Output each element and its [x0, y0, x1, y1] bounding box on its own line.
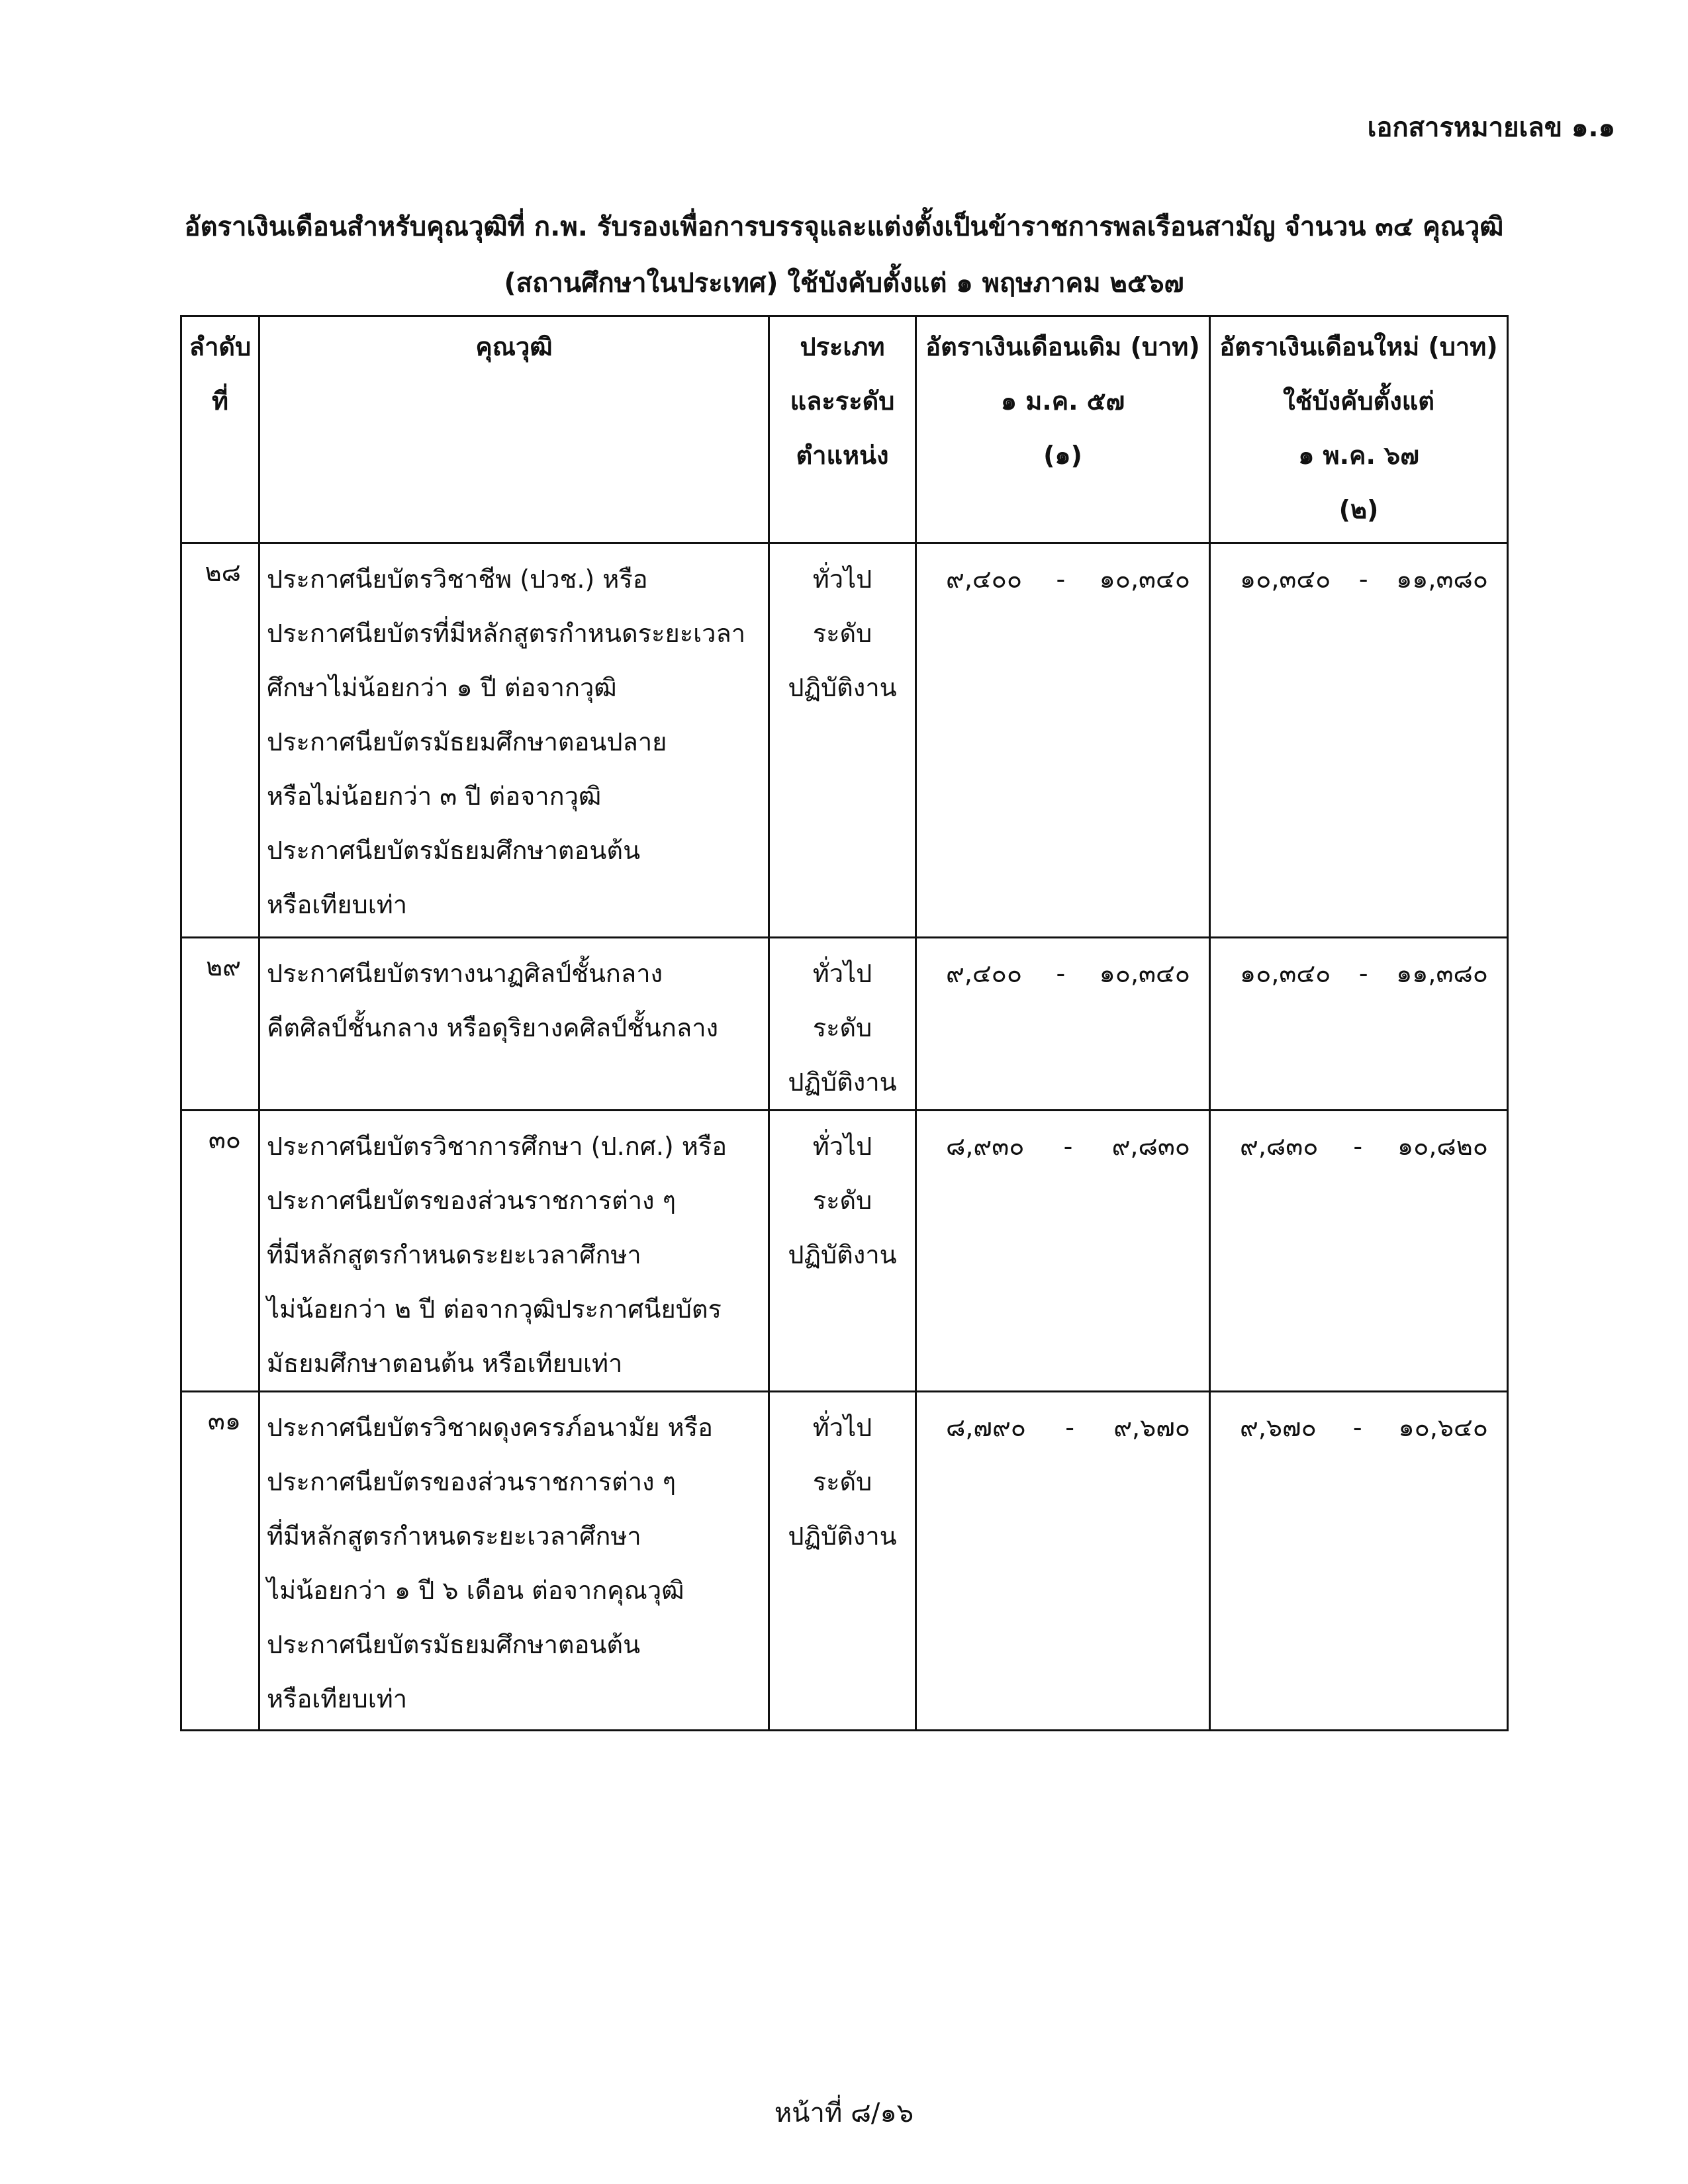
- header-no-line: ที่: [211, 387, 229, 416]
- header-new-rate-line: (๒): [1338, 495, 1379, 524]
- old-rate-cell: [916, 1111, 1210, 1392]
- qualification-line: ประกาศนียบัตรที่มีหลักสูตรกำหนดระยะเวลา: [267, 619, 746, 648]
- range-dash: -: [1358, 565, 1368, 594]
- qualification-line: ที่มีหลักสูตรกำหนดระยะเวลาศึกษา: [267, 1522, 641, 1551]
- old-rate-cell: [916, 1392, 1210, 1731]
- header-no: [181, 316, 259, 543]
- position-type-line: ปฏิบัติงาน: [788, 673, 897, 702]
- qualification-line: หรือเทียบเท่า: [267, 1684, 408, 1713]
- position-type-cell: [769, 543, 916, 938]
- range-dash: -: [1056, 959, 1066, 988]
- new-rate-from: ๙,๖๗๐: [1240, 1413, 1317, 1442]
- old-rate-from: ๙,๔๐๐: [946, 959, 1023, 988]
- range-dash: -: [1352, 1413, 1362, 1442]
- qualification-line: ศึกษาไม่น้อยกว่า ๑ ปี ต่อจากวุฒิ: [267, 673, 617, 702]
- qualification-line: หรือไม่น้อยกว่า ๓ ปี ต่อจากวุฒิ: [267, 782, 602, 811]
- new-rate-to: ๑๐,๖๔๐: [1398, 1413, 1488, 1442]
- qualification-cell: [259, 938, 769, 1111]
- header-old-rate-line: อัตราเงินเดือนเดิม (บาท): [925, 332, 1200, 361]
- qualification-line: ประกาศนียบัตรวิชาผดุงครรภ์อนามัย หรือ: [267, 1413, 713, 1442]
- qualification-line: คีตศิลป์ชั้นกลาง หรือดุริยางคศิลป์ชั้นกลาง: [267, 1013, 719, 1042]
- old-rate-to: ๑๐,๓๔๐: [1099, 565, 1190, 594]
- old-rate-cell: [916, 938, 1210, 1111]
- qualification-line: ประกาศนียบัตรมัธยมศึกษาตอนต้น: [267, 1630, 641, 1659]
- header-qualification: [259, 316, 769, 543]
- old-rate-from: ๘,๙๓๐: [946, 1132, 1025, 1161]
- new-rate-from: ๙,๘๓๐: [1240, 1132, 1319, 1161]
- position-type-cell: [769, 938, 916, 1111]
- old-rate-from: ๙,๔๐๐: [946, 565, 1023, 594]
- header-old-rate: [916, 316, 1210, 543]
- table-row: [181, 543, 1508, 938]
- old-rate-cell: [916, 543, 1210, 938]
- position-type-line: ปฏิบัติงาน: [788, 1068, 897, 1097]
- header-new-rate-line: ๑ พ.ค. ๖๗: [1298, 441, 1419, 470]
- header-new-rate: [1210, 316, 1508, 543]
- position-type-cell: [769, 1111, 916, 1392]
- qualification-line: หรือเทียบเท่า: [267, 890, 408, 919]
- qualification-line: ประกาศนียบัตรวิชาการศึกษา (ป.กศ.) หรือ: [267, 1132, 727, 1161]
- position-type-line: ระดับ: [812, 1013, 872, 1042]
- position-type-line: ปฏิบัติงาน: [788, 1522, 897, 1551]
- range-dash: -: [1056, 565, 1066, 594]
- position-type-line: ระดับ: [812, 1467, 872, 1496]
- new-rate-to: ๑๑,๓๘๐: [1396, 565, 1488, 594]
- qualification-line: ประกาศนียบัตรทางนาฏศิลป์ชั้นกลาง: [267, 959, 663, 988]
- table-row: [181, 938, 1508, 1111]
- old-rate-to: ๙,๖๗๐: [1113, 1413, 1190, 1442]
- new-rate-to: ๑๑,๓๘๐: [1396, 959, 1488, 988]
- row-number: ๒๘: [181, 543, 259, 938]
- position-type-line: ทั่วไป: [812, 959, 872, 988]
- old-rate-to: ๙,๘๓๐: [1111, 1132, 1190, 1161]
- qualification-line: ประกาศนียบัตรมัธยมศึกษาตอนปลาย: [267, 727, 667, 756]
- qualification-line: ที่มีหลักสูตรกำหนดระยะเวลาศึกษา: [267, 1240, 641, 1269]
- qualification-line: ประกาศนียบัตรวิชาชีพ (ปวช.) หรือ: [267, 565, 648, 594]
- new-rate-from: ๑๐,๓๔๐: [1240, 959, 1331, 988]
- position-type-line: ระดับ: [812, 619, 872, 648]
- table-row: [181, 1392, 1508, 1731]
- position-type-line: ทั่วไป: [812, 565, 872, 594]
- header-type-line: ตำแหน่ง: [796, 441, 889, 470]
- range-dash: -: [1065, 1413, 1074, 1442]
- qualification-line: ประกาศนียบัตรมัธยมศึกษาตอนต้น: [267, 836, 641, 865]
- position-type-line: ปฏิบัติงาน: [788, 1240, 897, 1269]
- header-new-rate-line: ใช้บังคับตั้งแต่: [1283, 387, 1434, 416]
- header-type-line: และระดับ: [790, 387, 895, 416]
- qualification-line: ไม่น้อยกว่า ๒ ปี ต่อจากวุฒิประกาศนียบัตร: [267, 1295, 722, 1324]
- row-number: ๓๑: [181, 1392, 259, 1731]
- header-new-rate-line: อัตราเงินเดือนใหม่ (บาท): [1219, 332, 1498, 361]
- header-qualification-line: คุณวุฒิ: [475, 332, 553, 361]
- qualification-line: ประกาศนียบัตรของส่วนราชการต่าง ๆ: [267, 1467, 677, 1496]
- qualification-cell: [259, 543, 769, 938]
- salary-table: [180, 315, 1509, 1731]
- range-dash: -: [1063, 1132, 1073, 1161]
- table-header-row: [181, 316, 1508, 543]
- qualification-line: ไม่น้อยกว่า ๑ ปี ๖ เดือน ต่อจากคุณวุฒิ: [267, 1576, 684, 1605]
- qualification-line: มัธยมศึกษาตอนต้น หรือเทียบเท่า: [267, 1349, 623, 1378]
- position-type-line: ระดับ: [812, 1186, 872, 1215]
- range-dash: -: [1358, 959, 1368, 988]
- table-subtitle: (สถานศึกษาในประเทศ) ใช้บังคับตั้งแต่ ๑ พฤษภาคม ๒๕๖๗: [504, 268, 1184, 298]
- new-rate-cell: [1210, 543, 1508, 938]
- document-reference: เอกสารหมายเลข ๑.๑: [1367, 113, 1615, 143]
- table-row: [181, 1111, 1508, 1392]
- old-rate-to: ๑๐,๓๔๐: [1099, 959, 1190, 988]
- header-type-line: ประเภท: [800, 332, 885, 361]
- header-old-rate-line: ๑ ม.ค. ๕๗: [1000, 387, 1125, 416]
- qualification-cell: [259, 1392, 769, 1731]
- new-rate-cell: [1210, 938, 1508, 1111]
- position-type-line: ทั่วไป: [812, 1413, 872, 1442]
- page-number: หน้าที่ ๘/๑๖: [774, 2098, 914, 2128]
- qualification-line: ประกาศนียบัตรของส่วนราชการต่าง ๆ: [267, 1186, 677, 1215]
- table-title: อัตราเงินเดือนสำหรับคุณวุฒิที่ ก.พ. รับรองเพื่อการบรรจุและแต่งตั้งเป็นข้าราชการพลเรือนสามัญ จำนวน ๓๔ คุณวุฒิ: [184, 212, 1504, 242]
- range-dash: -: [1353, 1132, 1363, 1161]
- header-type: [769, 316, 916, 543]
- new-rate-to: ๑๐,๘๒๐: [1397, 1132, 1488, 1161]
- position-type-line: ทั่วไป: [812, 1132, 872, 1161]
- header-no-line: ลำดับ: [189, 332, 252, 361]
- qualification-cell: [259, 1111, 769, 1392]
- new-rate-cell: [1210, 1392, 1508, 1731]
- new-rate-from: ๑๐,๓๔๐: [1240, 565, 1331, 594]
- row-number: ๒๙: [181, 938, 259, 1111]
- old-rate-from: ๘,๗๙๐: [946, 1413, 1026, 1442]
- position-type-cell: [769, 1392, 916, 1731]
- row-number: ๓๐: [181, 1111, 259, 1392]
- new-rate-cell: [1210, 1111, 1508, 1392]
- header-old-rate-line: (๑): [1043, 441, 1082, 470]
